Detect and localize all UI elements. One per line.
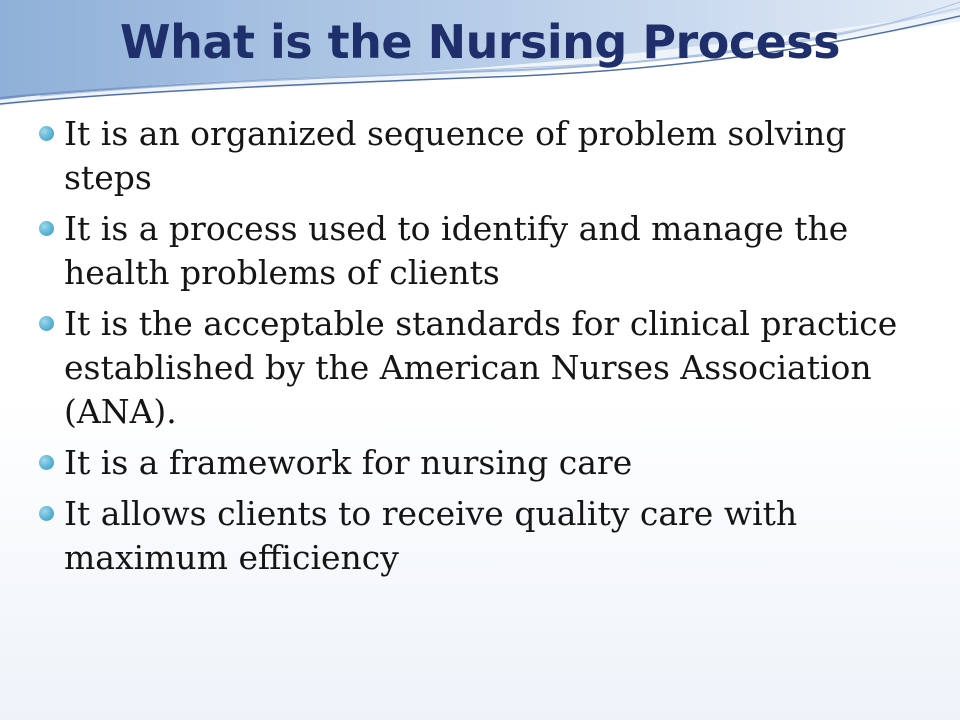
slide-title: What is the Nursing Process — [119, 15, 841, 69]
bullet-text: It is the acceptable standards for clinical practice established by the American Nurses Association (ANA). — [64, 304, 898, 431]
bullet-text: It is an organized sequence of problem solving steps — [64, 114, 847, 197]
bullet-dot-icon — [39, 316, 54, 331]
bullet-text: It is a framework for nursing care — [64, 443, 633, 482]
bullet-list — [36, 112, 926, 587]
bullet-dot-icon — [39, 455, 54, 470]
bullet-dot-icon — [39, 221, 54, 236]
bullet-item — [36, 441, 926, 485]
bullet-item — [36, 112, 926, 200]
bullet-item — [36, 302, 926, 434]
bullet-dot-icon — [39, 126, 54, 141]
bullet-item — [36, 207, 926, 295]
bullet-text: It allows clients to receive quality care with maximum efficiency — [64, 494, 798, 577]
bullet-dot-icon — [39, 506, 54, 521]
bullet-item — [36, 492, 926, 580]
bullet-text: It is a process used to identify and manage the health problems of clients — [64, 209, 849, 292]
